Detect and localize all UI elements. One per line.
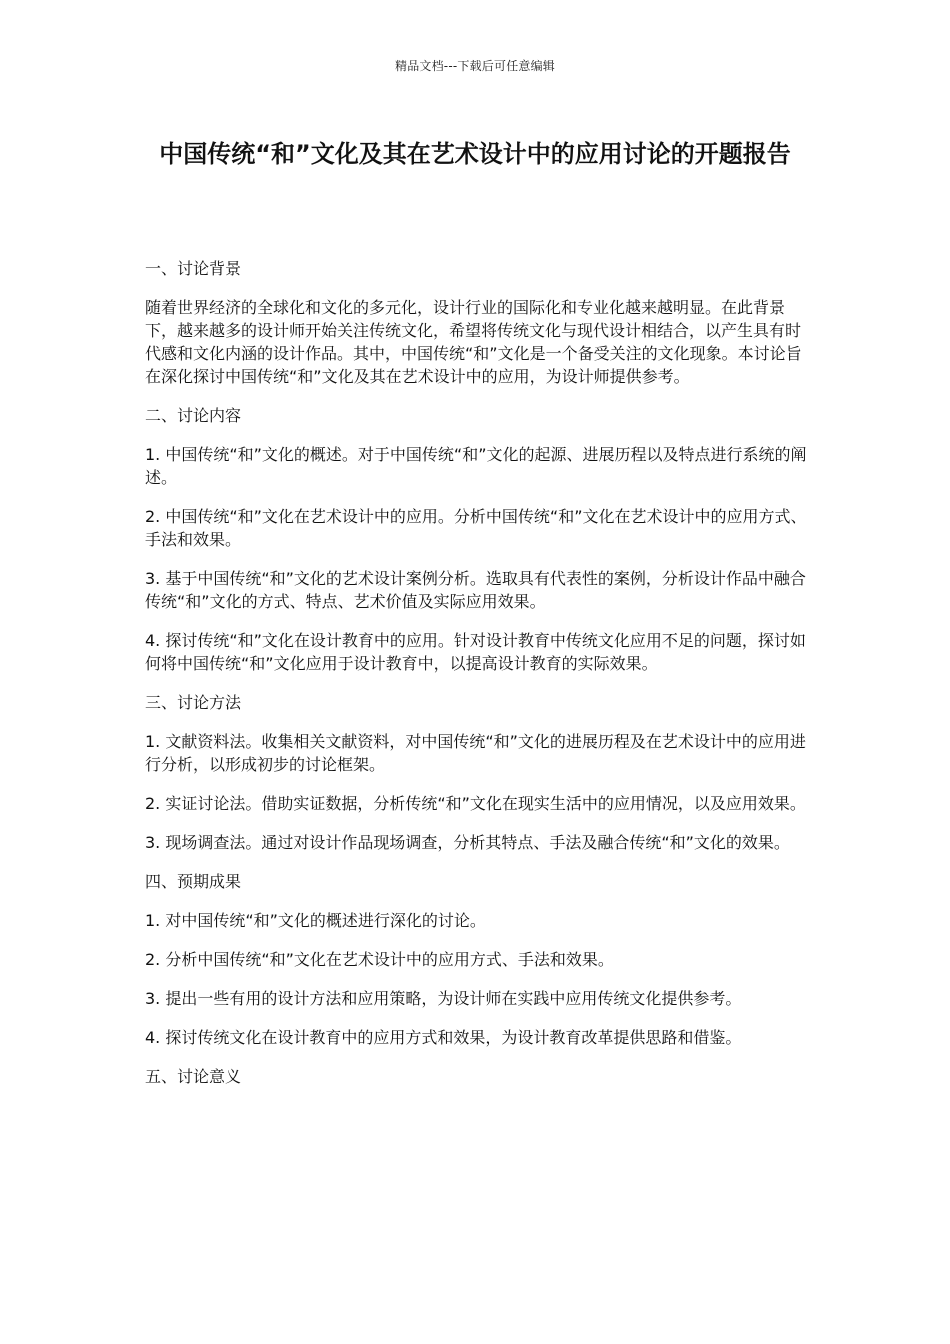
page-header-watermark: 精品文档---下载后可任意编辑	[395, 59, 555, 73]
section-heading-methods: 三、讨论方法	[145, 693, 242, 712]
list-item-content-1: 1. 中国传统“和”文化的概述。对于中国传统“和”文化的起源、进展历程以及特点进行系统的阐述。	[145, 445, 807, 487]
list-item-method-1: 1. 文献资料法。收集相关文献资料，对中国传统“和”文化的进展历程及在艺术设计中的应用进行分析，以形成初步的讨论框架。	[145, 732, 806, 774]
section-heading-significance: 五、讨论意义	[145, 1067, 242, 1086]
list-item-content-4: 4. 探讨传统“和”文化在设计教育中的应用。针对设计教育中传统文化应用不足的问题，探讨如何将中国传统“和”文化应用于设计教育中，以提高设计教育的实际效果。	[145, 631, 806, 673]
list-item-content-2: 2. 中国传统“和”文化在艺术设计中的应用。分析中国传统“和”文化在艺术设计中的应用方式、手法和效果。	[145, 507, 807, 549]
list-item-content-3: 3. 基于中国传统“和”文化的艺术设计案例分析。选取具有代表性的案例，分析设计作品中融合传统“和”文化的方式、特点、艺术价值及实际应用效果。	[145, 569, 806, 611]
document-title: 中国传统“和”文化及其在艺术设计中的应用讨论的开题报告	[159, 140, 791, 168]
paragraph-background: 随着世界经济的全球化和文化的多元化，设计行业的国际化和专业化越来越明显。在此背景下，越来越多的设计师开始关注传统文化，希望将传统文化与现代设计相结合，以产生具有时代感和文化内涵的设计作品。其中，中国传统“和”文化是一个备受关注的文化现象。本讨论旨在深化探讨中国传统“和”文化及其在艺术设计中的应用，为设计师提供参考。	[145, 298, 802, 386]
section-heading-background: 一、讨论背景	[145, 259, 242, 278]
list-item-outcome-2: 2. 分析中国传统“和”文化在艺术设计中的应用方式、手法和效果。	[145, 950, 614, 969]
list-item-method-3: 3. 现场调查法。通过对设计作品现场调查，分析其特点、手法及融合传统“和”文化的效果。	[145, 833, 790, 852]
section-heading-outcomes: 四、预期成果	[145, 872, 242, 891]
list-item-method-2: 2. 实证讨论法。借助实证数据，分析传统“和”文化在现实生活中的应用情况，以及应用效果。	[145, 794, 806, 813]
section-heading-content: 二、讨论内容	[145, 406, 242, 425]
list-item-outcome-1: 1. 对中国传统“和”文化的概述进行深化的讨论。	[145, 911, 486, 930]
list-item-outcome-4: 4. 探讨传统文化在设计教育中的应用方式和效果，为设计教育改革提供思路和借鉴。	[145, 1028, 742, 1047]
list-item-outcome-3: 3. 提出一些有用的设计方法和应用策略，为设计师在实践中应用传统文化提供参考。	[145, 989, 742, 1008]
document-body	[145, 257, 810, 1104]
